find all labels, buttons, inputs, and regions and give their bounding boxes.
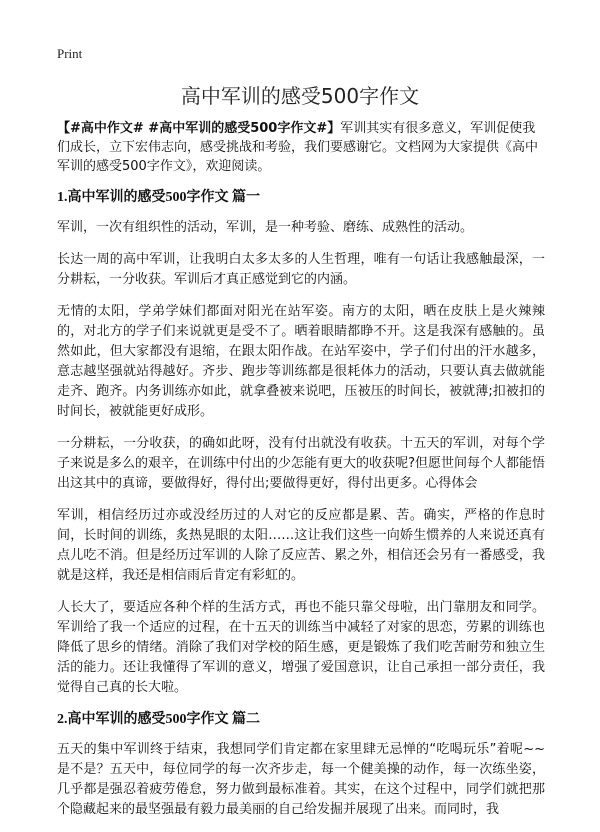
paragraph: 一分耕耘，一分收获，的确如此呀，没有付出就没有收获。十五天的军训，对每个学子来说是多么的艰辛，在训练中付出的少怎能有更大的收获呢?但愿世间每个人都能悟出这其中的真谛，要做得好，得付出;要做得更好，得付出更多。心得体会 — [57, 436, 545, 491]
article-body — [57, 119, 545, 832]
intro-paragraph — [57, 119, 545, 176]
section-heading: 2.高中军训的感受500字作文 篇二 — [57, 712, 260, 727]
paragraph: 人长大了，要适应各种个样的生活方式，再也不能只靠父母啦，出门靠朋友和同学。军训给了我一个适应的过程，在十五天的训练当中减轻了对家的思恋，劳累的训练也降低了思乡的情绪。消除了我们对学校的陌生感，更是锻炼了我们吃苦耐劳和独立生活的能力。还让我懂得了军训的意义，增强了爱国意识，让自己承担一部分责任，我觉得自己真的长大啦。 — [57, 600, 545, 695]
page-title: 高中军训的感受500字作文 — [180, 84, 420, 108]
section-heading: 1.高中军训的感受500字作文 篇一 — [57, 190, 260, 205]
paragraph: 长达一周的高中军训，让我明白太多太多的人生哲理，唯有一句话让我感触最深，一分耕耘，一分收获。军训后才真正感觉到它的内涵。 — [57, 252, 545, 287]
intro-text: 军训其实有很多意义，军训促使我们成长，立下宏伟志向，感受挑战和考验，我们要感谢它。文档网为大家提供《高中军训的感受500字作文》，欢迎阅读。 — [57, 121, 539, 174]
paragraph: 军训，相信经历过亦或没经历过的人对它的反应都是累、苦。确实，严格的作息时间，长时间的训练，炙热晃眼的太阳……这让我们这些一向娇生惯养的人来说还真有点儿吃不消。但是经历过军训的人除了反应苦、累之外，相信还会另有一番感受，我就是这样，我还是相信雨后肯定有彩虹的。 — [57, 508, 545, 583]
intro-tags: 【#高中作文# #高中军训的感受500字作文#】 — [57, 121, 341, 136]
paragraph: 五天的集中军训终于结束，我想同学们肯定都在家里肆无忌惮的“吃喝玩乐”着呢~~是不是？五天中，每位同学的每一次齐步走，每一个健美操的动作，每一次练坐姿，几乎都是强忍着疲劳倦怠，努力做到最标准着。其实，在这个过程中，同学们就把那个隐藏起来的最坚强最有毅力最美丽的自己给发掘并展现了出来。而同时，我 — [57, 742, 545, 817]
paragraph: 无情的太阳，学弟学妹们都面对阳光在站军姿。南方的太阳，晒在皮肤上是火辣辣的，对北方的学子们来说就更是受不了。晒着眼睛都睁不开。这是我深有感触的。虽然如此，但大家都没有退缩，在跟太阳作战。在站军姿中，学子们付出的汗水越多，意志越坚强就站得越好。齐步、跑步等训练都是很耗体力的活动，只要认真去做就能走齐、跑齐。内务训练亦如此，就拿叠被来说吧，压被压的时间长，被就薄;扣被扣的时间长，被就能更好成形。 — [57, 304, 545, 419]
paragraph: 军训，一次有组织性的活动，军训，是一种考验、磨练、成熟性的活动。 — [57, 220, 474, 235]
print-link[interactable]: Print — [57, 46, 83, 61]
